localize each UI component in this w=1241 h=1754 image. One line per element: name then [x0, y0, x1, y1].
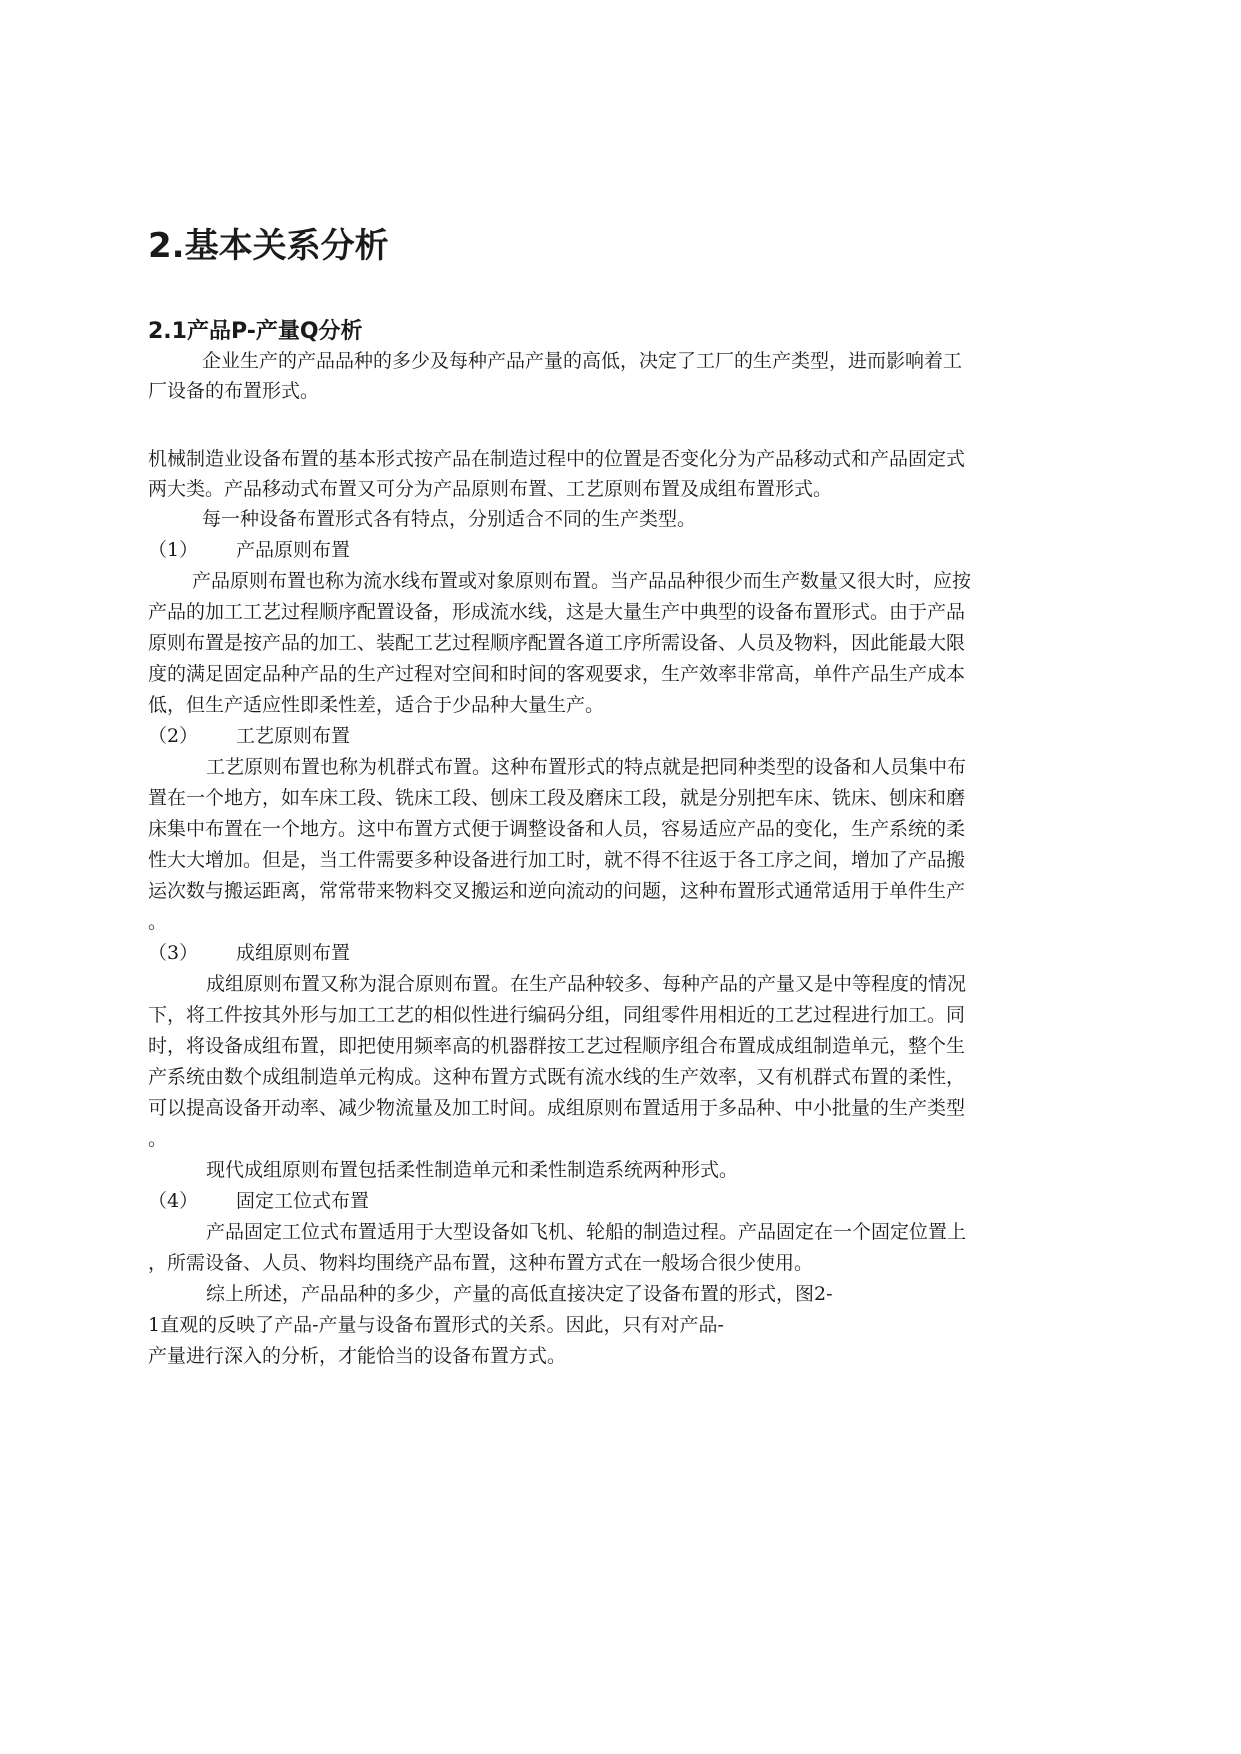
list-item-title: 工艺原则布置 [236, 725, 351, 747]
paragraph-line: 度的满足固定品种产品的生产过程对空间和时间的客观要求，生产效率非常高，单件产品生产成本 [148, 663, 966, 685]
list-item-title: 成组原则布置 [236, 942, 351, 964]
paragraph-line: 运次数与搬运距离，常常带来物料交叉搬运和逆向流动的问题，这种布置形式通常适用于单件生产 [148, 880, 966, 902]
paragraph-line: 性大大增加。但是，当工件需要多种设备进行加工时，就不得不往返于各工序之间，增加了产品搬 [148, 849, 966, 871]
paragraph-line: 每一种设备布置形式各有特点，分别适合不同的生产类型。 [202, 508, 697, 530]
list-item-number: （1） [148, 539, 199, 561]
paragraph-line: 厂设备的布置形式。 [148, 380, 320, 402]
section-heading: 2.基本关系分析 [148, 226, 389, 266]
paragraph-line: 原则布置是按产品的加工、装配工艺过程顺序配置各道工序所需设备、人员及物料，因此能最大限 [148, 632, 966, 654]
paragraph-line: 产量进行深入的分析，才能恰当的设备布置方式。 [148, 1345, 567, 1367]
list-item-3 [148, 938, 350, 968]
paragraph-line: 工艺原则布置也称为机群式布置。这种布置形式的特点就是把同种类型的设备和人员集中布 [206, 756, 967, 778]
list-item-number: （3） [148, 942, 199, 964]
list-item-title: 固定工位式布置 [236, 1190, 370, 1212]
paragraph-line: 成组原则布置又称为混合原则布置。在生产品种较多、每种产品的产量又是中等程度的情况 [206, 973, 967, 995]
paragraph-line: 下，将工件按其外形与加工工艺的相似性进行编码分组，同组零件用相近的工艺过程进行加工。同 [148, 1004, 966, 1026]
paragraph-line: 低，但生产适应性即柔性差，适合于少品种大量生产。 [148, 694, 605, 716]
list-item-number: （2） [148, 725, 199, 747]
paragraph-line: 产品原则布置也称为流水线布置或对象原则布置。当产品品种很少而生产数量又很大时，应按 [192, 570, 972, 592]
list-item-4 [148, 1186, 369, 1216]
paragraph-line: 机械制造业设备布置的基本形式按产品在制造过程中的位置是否变化分为产品移动式和产品固定式 [148, 448, 966, 470]
list-item-2 [148, 721, 350, 751]
paragraph-line: 两大类。产品移动式布置又可分为产品原则布置、工艺原则布置及成组布置形式。 [148, 478, 833, 500]
subsection-heading: 2.1产品P-产量Q分析 [148, 319, 363, 344]
paragraph-line: 产系统由数个成组制造单元构成。这种布置方式既有流水线的生产效率，又有机群式布置的柔性， [148, 1066, 966, 1088]
paragraph-line: 综上所述，产品品种的多少，产量的高低直接决定了设备布置的形式，图2- [206, 1283, 833, 1305]
paragraph-line: 企业生产的产品品种的多少及每种产品产量的高低，决定了工厂的生产类型，进而影响着工 [202, 350, 963, 372]
paragraph-line: 产品的加工工艺过程顺序配置设备，形成流水线，这是大量生产中典型的设备布置形式。由于产品 [148, 601, 966, 623]
paragraph-line: 现代成组原则布置包括柔性制造单元和柔性制造系统两种形式。 [206, 1159, 739, 1181]
list-item-number: （4） [148, 1190, 199, 1212]
paragraph-line: 1直观的反映了产品-产量与设备布置形式的关系。因此，只有对产品- [148, 1314, 724, 1336]
list-item-title: 产品原则布置 [236, 539, 351, 561]
paragraph-line: 。 [148, 911, 168, 933]
paragraph-line: 可以提高设备开动率、减少物流量及加工时间。成组原则布置适用于多品种、中小批量的生产类型 [148, 1097, 966, 1119]
paragraph-line: 置在一个地方，如车床工段、铣床工段、刨床工段及磨床工段，就是分别把车床、铣床、刨床和磨 [148, 787, 966, 809]
paragraph-line: 。 [148, 1128, 168, 1150]
paragraph-line: 床集中布置在一个地方。这中布置方式便于调整设备和人员，容易适应产品的变化，生产系统的柔 [148, 818, 966, 840]
paragraph-line: ，所需设备、人员、物料均围绕产品布置，这种布置方式在一般场合很少使用。 [148, 1252, 814, 1274]
paragraph-line: 时，将设备成组布置，即把使用频率高的机器群按工艺过程顺序组合布置成成组制造单元，整个生 [148, 1035, 966, 1057]
list-item-1 [148, 535, 350, 565]
paragraph-line: 产品固定工位式布置适用于大型设备如飞机、轮船的制造过程。产品固定在一个固定位置上 [206, 1221, 967, 1243]
